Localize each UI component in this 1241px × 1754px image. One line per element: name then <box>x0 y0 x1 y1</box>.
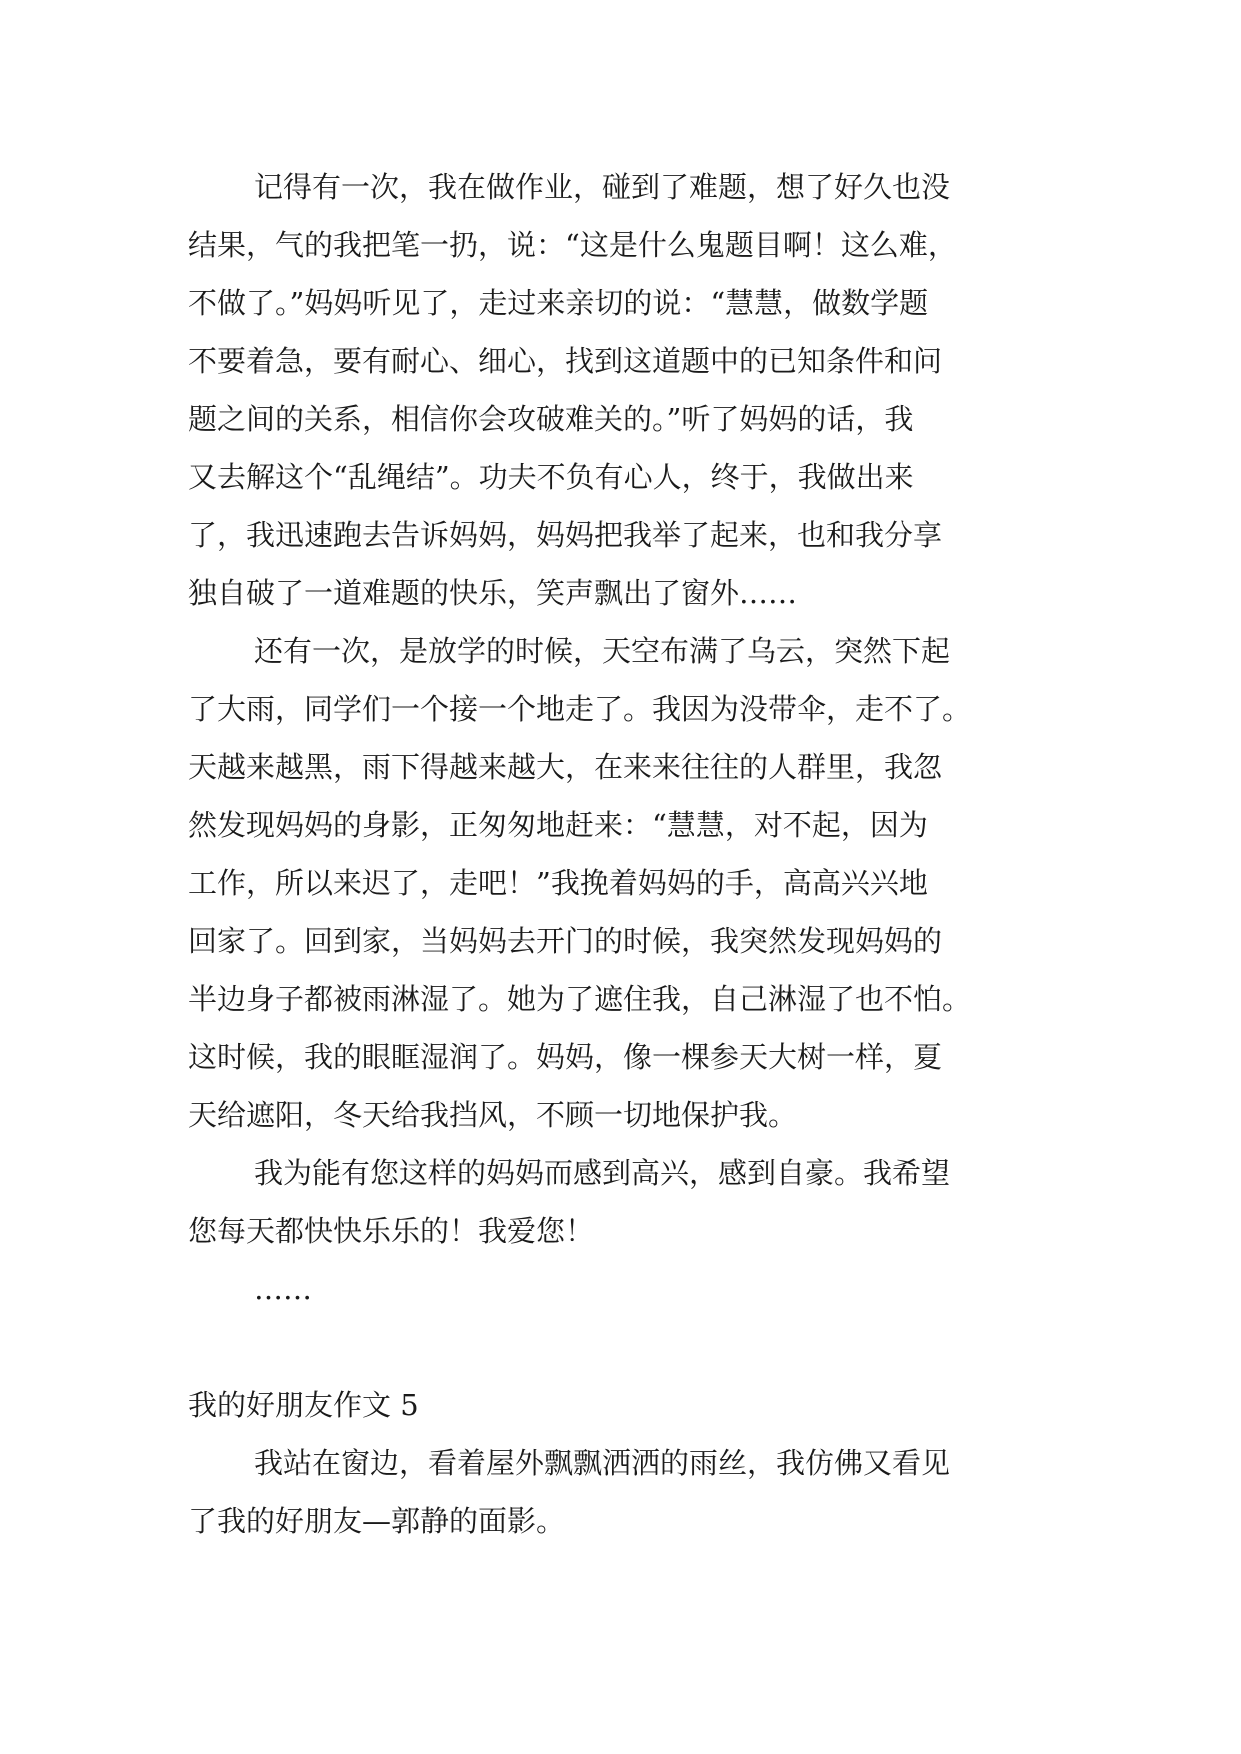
text-line: 不要着急，要有耐心、细心，找到这道题中的已知条件和问 <box>188 344 943 378</box>
text-line: 结果，气的我把笔一扔，说：“这是什么鬼题目啊！这么难， <box>188 228 957 262</box>
text-line: 独自破了一道难题的快乐，笑声飘出了窗外…… <box>188 576 798 610</box>
text-line: 了大雨，同学们一个接一个地走了。我因为没带伞，走不了。 <box>188 692 972 726</box>
text-line: 了我的好朋友—郭静的面影。 <box>188 1504 566 1538</box>
text-line: 天越来越黑，雨下得越来越大，在来来往往的人群里，我忽 <box>188 750 943 784</box>
text-line: 您每天都快快乐乐的！我爱您！ <box>188 1214 595 1248</box>
text-line: 回家了。回到家，当妈妈去开门的时候，我突然发现妈妈的 <box>188 924 943 958</box>
text-line: 又去解这个“乱绳结”。功夫不负有心人，终于，我做出来 <box>188 460 914 494</box>
text-line: 我为能有您这样的妈妈而感到高兴，感到自豪。我希望 <box>254 1156 951 1190</box>
text-line: 半边身子都被雨淋湿了。她为了遮住我，自己淋湿了也不怕。 <box>188 982 972 1016</box>
section-heading: 我的好朋友作文 5 <box>188 1388 419 1422</box>
text-line: 我站在窗边，看着屋外飘飘洒洒的雨丝，我仿佛又看见 <box>254 1446 951 1480</box>
text-line: 然发现妈妈的身影，正匆匆地赶来：“慧慧，对不起，因为 <box>188 808 928 842</box>
text-line: 了，我迅速跑去告诉妈妈，妈妈把我举了起来，也和我分享 <box>188 518 943 552</box>
text-line: 还有一次，是放学的时候，天空布满了乌云，突然下起 <box>254 634 951 668</box>
text-line: 题之间的关系，相信你会攻破难关的。”听了妈妈的话，我 <box>188 402 914 436</box>
text-line: 天给遮阳，冬天给我挡风，不顾一切地保护我。 <box>188 1098 798 1132</box>
text-line: 工作，所以来迟了，走吧！”我挽着妈妈的手，高高兴兴地 <box>188 866 928 900</box>
text-line: 这时候，我的眼眶湿润了。妈妈，像一棵参天大树一样，夏 <box>188 1040 943 1074</box>
text-line: 不做了。”妈妈听见了，走过来亲切的说：“慧慧，做数学题 <box>188 286 929 320</box>
text-line: 记得有一次，我在做作业，碰到了难题，想了好久也没 <box>254 170 951 204</box>
ellipsis-line: …… <box>254 1272 312 1306</box>
